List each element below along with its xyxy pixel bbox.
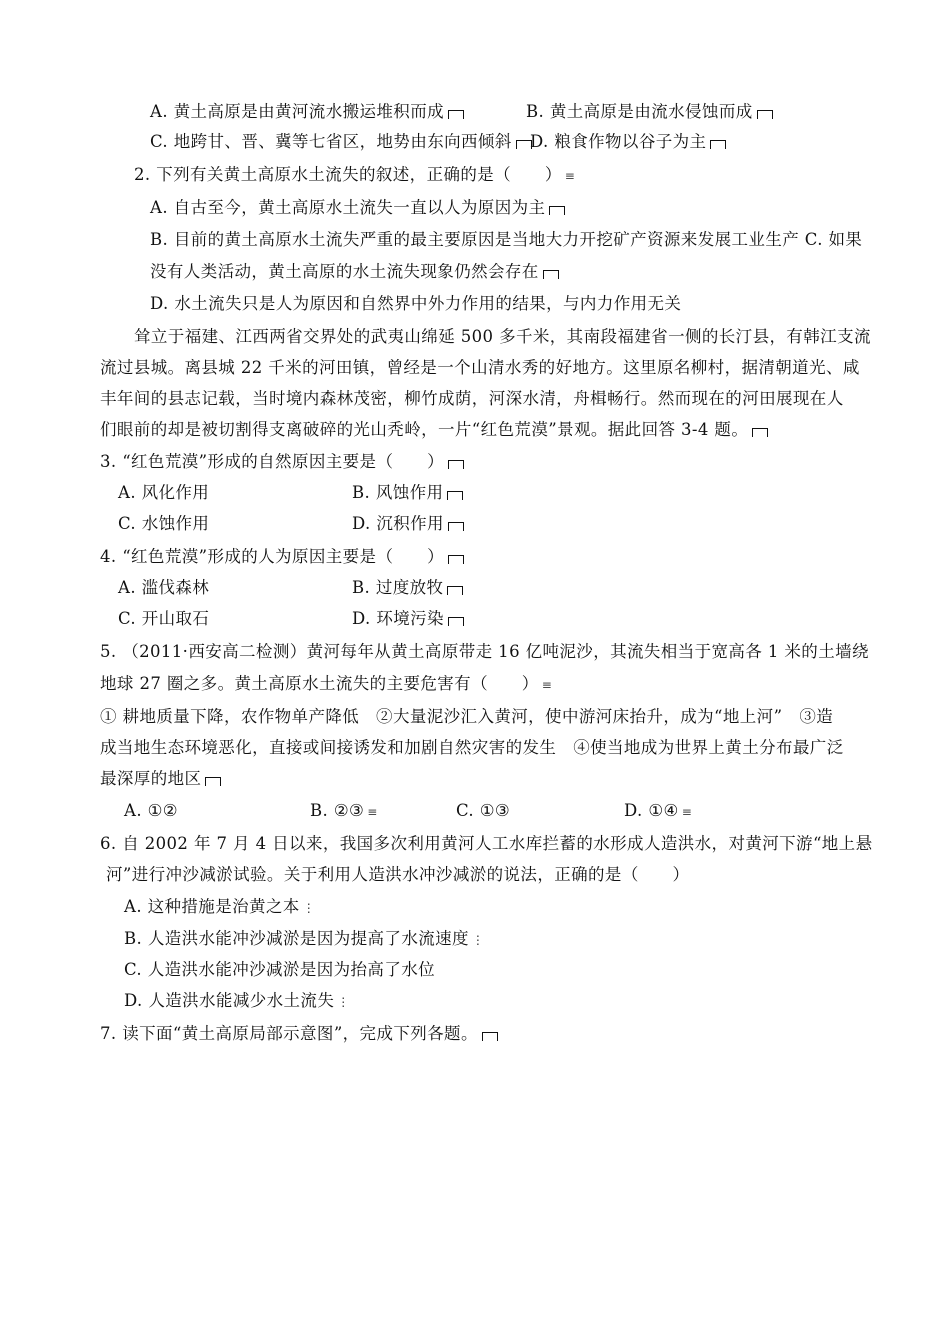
paragraph-mark-icon <box>448 522 464 531</box>
q2-option-d: D. 水土流失只是人为原因和自然界中外力作用的结果，与内力作用无关 <box>150 294 682 313</box>
line-break-icon: ≡ <box>564 169 576 183</box>
paragraph-mark-icon <box>448 555 464 564</box>
paragraph-mark-icon <box>448 460 464 469</box>
q5-statements-line-2: 成当地生态环境恶化，直接或间接诱发和加剧自然灾害的发生 ④使当地成为世界上黄土分布最广泛 <box>100 738 844 757</box>
q5-statements-line-1: ① 耕地质量下降，农作物单产降低 ②大量泥沙汇入黄河，使中游河床抬升，成为“地上河” ③造 <box>100 707 834 726</box>
q3-option-b: B. 风蚀作用 <box>352 481 463 505</box>
paragraph-mark-icon <box>447 586 463 595</box>
passage-line-4: 们眼前的却是被切割得支离破碎的光山秃岭，一片“红色荒漠”景观。据此回答 3-4 题。 <box>100 418 768 442</box>
passage-line-2: 流过县城。离县城 22 千米的河田镇，曾经是一个山清水秀的好地方。这里原名柳村，据清朝道光、咸 <box>100 358 860 377</box>
paragraph-mark-icon <box>752 428 768 437</box>
q3-stem: 3. “红色荒漠”形成的自然原因主要是（ ） <box>100 450 464 474</box>
q2-option-a: A. 自古至今，黄土高原水土流失一直以人为原因为主 <box>150 196 565 220</box>
q4-option-b: B. 过度放牧 <box>352 576 463 600</box>
q2-option-b: B. 目前的黄土高原水土流失严重的最主要原因是当地大力开挖矿产资源来发展工业生产 C. 如果 <box>150 230 863 249</box>
line-break-icon: ≡ <box>681 805 693 819</box>
line-break-icon: ≡ <box>367 805 378 819</box>
q5-option-d: D. ①④ ≡ <box>624 801 693 820</box>
paragraph-mark-icon <box>549 206 565 215</box>
q6-option-b: B. 人造洪水能冲沙减淤是因为提高了水流速度 ⋮ <box>124 929 485 948</box>
q5-statements-line-3: 最深厚的地区 <box>100 767 221 791</box>
passage-line-3: 丰年间的县志记载，当时境内森林茂密，柳竹成荫，河深水清，舟楫畅行。然而现在的河田展现在人 <box>100 389 844 408</box>
paragraph-mark-icon <box>543 270 559 279</box>
q5-option-b: B. ②③ ≡ <box>310 801 378 820</box>
paragraph-mark-icon <box>205 777 221 786</box>
line-break-icon: ⋮ <box>337 995 350 1009</box>
q1-option-a: A. 黄土高原是由黄河流水搬运堆积而成 <box>150 100 464 124</box>
line-break-icon: ⋮ <box>471 933 485 947</box>
q5-stem-line-2: 地球 27 圈之多。黄土高原水土流失的主要危害有（ ） ≡ <box>100 674 553 693</box>
q4-stem: 4. “红色荒漠”形成的人为原因主要是（ ） <box>100 545 464 569</box>
paragraph-mark-icon <box>482 1032 498 1041</box>
q4-option-c: C. 开山取石 <box>118 609 210 628</box>
line-break-icon: ⋮ <box>302 901 316 915</box>
q3-option-d: D. 沉积作用 <box>352 512 464 536</box>
paragraph-mark-icon <box>757 110 773 119</box>
q6-stem-line-1: 6. 自 2002 年 7 月 4 日以来，我国多次利用黄河人工水库拦蓄的水形成人造洪水，对黄河下游“地上悬 <box>100 834 873 853</box>
paragraph-mark-icon <box>447 491 463 500</box>
q1-option-d: D. 粮食作物以谷子为主 <box>530 130 726 154</box>
q5-option-c: C. ①③ <box>456 801 511 820</box>
q4-option-a: A. 滥伐森林 <box>118 578 210 597</box>
q5-option-a: A. ①② <box>124 801 178 820</box>
q6-option-a: A. 这种措施是治黄之本 ⋮ <box>124 897 316 916</box>
line-break-icon: ≡ <box>541 678 553 692</box>
q2-option-c: 没有人类活动，黄土高原的水土流失现象仍然会存在 <box>150 260 559 284</box>
paragraph-mark-icon <box>710 140 726 149</box>
paragraph-mark-icon <box>448 617 464 626</box>
q4-option-d: D. 环境污染 <box>352 607 464 631</box>
q2-stem: 2. 下列有关黄土高原水土流失的叙述，正确的是（ ） ≡ <box>134 165 576 184</box>
q6-stem-line-2: 河”进行冲沙减淤试验。关于利用人造洪水冲沙减淤的说法，正确的是（ ） <box>106 865 690 884</box>
q5-stem-line-1: 5. （2011·西安高二检测）黄河每年从黄土高原带走 16 亿吨泥沙，其流失相当于宽高各 1 米的土墙绕 <box>100 642 869 661</box>
q6-option-d: D. 人造洪水能减少水土流失 ⋮ <box>124 991 350 1010</box>
passage-line-1: 耸立于福建、江西两省交界处的武夷山绵延 500 多千米，其南段福建省一侧的长汀县，有韩江支流 <box>134 327 871 346</box>
paragraph-mark-icon <box>448 110 464 119</box>
q7-stem: 7. 读下面“黄土高原局部示意图”，完成下列各题。 <box>100 1022 498 1046</box>
q3-option-c: C. 水蚀作用 <box>118 514 210 533</box>
q1-option-b: B. 黄土高原是由流水侵蚀而成 <box>526 100 773 124</box>
q3-option-a: A. 风化作用 <box>118 483 210 502</box>
q1-option-c: C. 地跨甘、晋、冀等七省区，地势由东向西倾斜 <box>150 130 532 154</box>
q6-option-c: C. 人造洪水能冲沙减淤是因为抬高了水位 <box>124 960 436 979</box>
